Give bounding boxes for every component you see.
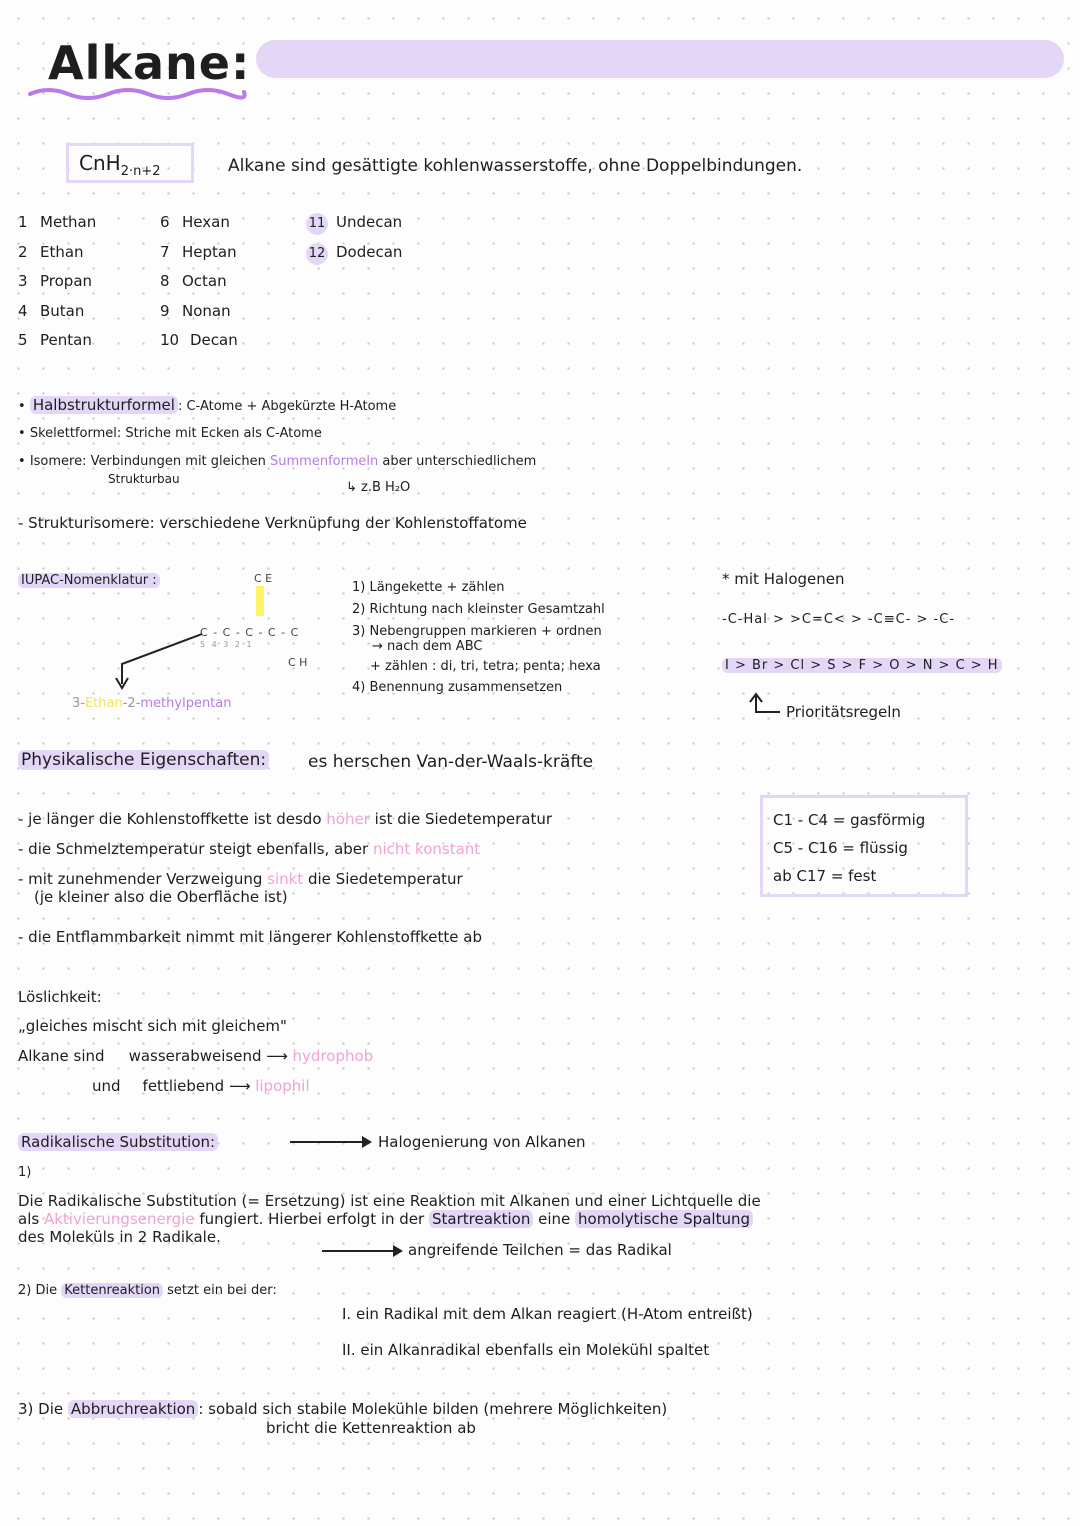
strukturisomere-def: - Strukturisomere: verschiedene Verknüpfung der Kohlenstoffatome — [18, 514, 527, 532]
radical-p1-line1: Die Radikalische Substitution (= Ersetzung) ist eine Reaktion mit Alkanen und einer Lichtquelle die — [18, 1192, 761, 1210]
alkane-item: 3 Propan — [18, 272, 93, 290]
halogen-order: -C-Hal > >C=C< > -C≡C- > -C- — [722, 612, 956, 627]
physical-line-2: - die Schmelztemperatur steigt ebenfalls, aber nicht konstant — [18, 840, 481, 858]
solubility-row-2: und fettliebend ⟶ lipophil — [92, 1077, 310, 1095]
result-arrow — [322, 1250, 396, 1252]
methyl-branch: C H — [288, 656, 308, 669]
alkane-item: 12 Dodecan — [306, 238, 402, 268]
ethyl-branch — [256, 586, 264, 616]
iupac-step: 2) Richtung nach kleinster Gesamtzahl — [352, 602, 605, 617]
state-row: C5 - C16 = flüssig — [773, 839, 908, 857]
molecule-top-label: C E — [254, 572, 273, 585]
states-box — [760, 795, 968, 897]
iupac-arrow — [112, 630, 212, 692]
alkane-list-col3 — [306, 208, 402, 267]
radical-title: Radikalische Substitution: — [18, 1133, 218, 1151]
title-banner — [256, 40, 1064, 78]
alkane-item: 4 Butan — [18, 301, 85, 320]
radical-step-2-i: I. ein Radikal mit dem Alkan reagiert (H-Atom entreißt) — [342, 1305, 753, 1323]
halbstrukturformel-def: • Halbstrukturformel : C-Atome + Abgekürzte H-Atome — [18, 396, 397, 414]
iupac-step: → nach dem ABC — [372, 639, 483, 654]
result-arrowhead — [393, 1245, 403, 1257]
physical-title: Physikalische Eigenschaften: — [18, 750, 269, 770]
alkane-item: 9 Nonan — [160, 301, 231, 320]
alkane-item: 2 Ethan — [18, 242, 84, 261]
radical-arrowhead — [362, 1136, 372, 1148]
alkane-item: 5 Pentan — [18, 331, 92, 349]
state-row: ab C17 = fest — [773, 867, 877, 885]
physical-desc: es herschen Van-der-Waals-kräfte — [308, 752, 594, 772]
state-row: C1 - C4 = gasförmig — [773, 811, 926, 829]
formula-sub: 2·n+2 — [120, 164, 161, 179]
iupac-step: 4) Benennung zusammensetzen — [352, 680, 563, 695]
radical-step-2: 2) Die Kettenreaktion setzt ein bei der: — [18, 1283, 277, 1298]
radical-arrow — [290, 1141, 366, 1143]
title-underline — [28, 82, 248, 102]
physical-line-3-note: (je kleiner also die Oberfläche ist) — [34, 888, 288, 906]
iupac-example-name: 3-Ethan-2-methylpentan — [72, 696, 232, 711]
physical-line-3: - mit zunehmender Verzweigung sinkt die Siedetemperatur — [18, 870, 463, 888]
skelettformel-def: • Skelettformel: Striche mit Ecken als C-Atome — [18, 426, 322, 441]
solubility-row-1: Alkane sind wasserabweisend ⟶ hydrophob — [18, 1047, 374, 1065]
alkane-item: 11 Undecan — [306, 208, 402, 238]
radical-step-2-ii: II. ein Alkanradikal ebenfalls ein Molekühl spaltet — [342, 1341, 710, 1359]
radical-result: angreifende Teilchen = das Radikal — [408, 1241, 672, 1259]
alkane-item: 10 Decan — [160, 331, 238, 349]
radical-step-1-num: 1) — [18, 1165, 32, 1180]
molecule-diagram — [196, 572, 336, 672]
alkane-item: 1 Methan — [18, 213, 97, 231]
iupac-step: 1) Längekette + zählen — [352, 580, 505, 595]
priority-arrow — [748, 690, 784, 720]
general-formula-box — [66, 143, 194, 183]
isomere-example: ↳ z.B H₂O — [346, 480, 411, 495]
physical-line-1: - je länger die Kohlenstoffkette ist desdo höher ist die Siedetemperatur — [18, 810, 553, 828]
halogen-title: * mit Halogenen — [722, 570, 845, 588]
radical-p1-line3: des Moleküls in 2 Radikale. — [18, 1228, 221, 1246]
isomere-def-cont: Strukturbau — [108, 472, 180, 486]
physical-line-4: - die Entflammbarkeit nimmt mit längerer Kohlenstoffkette ab — [18, 928, 483, 946]
solubility-quote: „gleiches mischt sich mit gleichem" — [18, 1017, 287, 1035]
alkane-list-col1 — [18, 208, 96, 356]
iupac-label: IUPAC-Nomenklatur : — [18, 573, 160, 588]
isomere-def: • Isomere: Verbindungen mit gleichen Summenformeln aber unterschiedlichem — [18, 454, 537, 469]
intro-text: Alkane sind gesättigte kohlenwasserstoffe, ohne Doppelbindungen. — [228, 156, 803, 176]
alkane-item: 8 Octan — [160, 272, 227, 290]
alkane-list-col2 — [160, 208, 238, 356]
iupac-steps — [352, 578, 605, 697]
priority-label: Prioritätsregeln — [786, 703, 901, 721]
chain-numbering: 5 4 3 2 1 — [200, 640, 254, 649]
solubility-title: Löslichkeit: — [18, 988, 102, 1006]
molecule-chain: C - C - C - C - C — [200, 626, 300, 639]
halogen-priority: I > Br > Cl > S > F > O > N > C > H — [722, 658, 1002, 673]
radical-step-3-cont: bricht die Kettenreaktion ab — [266, 1419, 476, 1437]
page-title: Alkane: — [48, 36, 251, 90]
iupac-step: + zählen : di, tri, tetra; penta; hexa — [370, 659, 601, 674]
radical-step-3: 3) Die Abbruchreaktion : sobald sich stabile Molekühle bilden (mehrere Möglichkeiten) — [18, 1400, 668, 1418]
formula-base: CnH — [79, 151, 121, 175]
radical-p1-line2: als Aktivierungsenergie fungiert. Hierbei erfolgt in der Startreaktion eine homolytische Spaltung — [18, 1210, 753, 1228]
iupac-step: 3) Nebengruppen markieren + ordnen — [352, 624, 602, 639]
alkane-item: 6 Hexan — [160, 213, 230, 231]
radical-arrow-text: Halogenierung von Alkanen — [378, 1133, 586, 1151]
alkane-item: 7 Heptan — [160, 242, 237, 261]
